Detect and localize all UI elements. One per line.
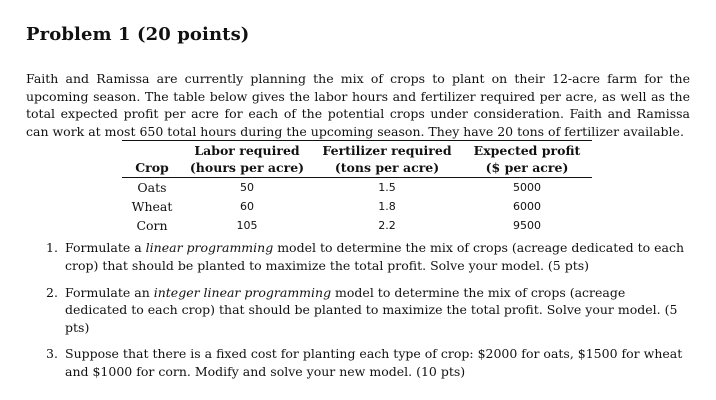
- table-header-row: [122, 159, 592, 178]
- table-cell: 1.5: [378, 181, 396, 195]
- question-text-pre: Formulate an: [65, 284, 154, 300]
- table-row: [122, 197, 592, 216]
- table-cell: 50: [240, 181, 254, 195]
- table-cell: 9500: [513, 219, 541, 233]
- table-header-cell: Fertilizer required: [312, 141, 462, 160]
- question-item: [26, 239, 690, 274]
- table-cell: Oats: [137, 180, 167, 196]
- table-row: [122, 216, 592, 235]
- table-cell: 2.2: [378, 219, 396, 233]
- problem-intro: Faith and Ramissa are currently planning the mix of crops to plant on their 12-acre farm for the upcoming season. The table below gives the labor hours and fertilizer required per acre, as well as the total expected profit per acre for each of the potential crops under consideration. Faith and Ramissa can work at most 650 total hours during the upcoming season. They have 20 tons of fertilizer available.: [26, 71, 690, 139]
- question-text-post: model to determine the mix of crops (acreage dedicated to each crop) that should be planted to maximize the total profit. Solve your model. (5 pts): [65, 284, 678, 335]
- question-number: 3.: [46, 346, 58, 362]
- table-header-cell: Crop: [122, 159, 182, 178]
- table-header-cell: [122, 141, 182, 160]
- table-cell: 5000: [513, 181, 541, 195]
- question-item: [26, 345, 690, 380]
- question-list: [26, 239, 690, 380]
- table-header-cell: (hours per acre): [182, 159, 312, 178]
- table-cell: 105: [236, 219, 258, 233]
- table-cell: 60: [240, 200, 254, 214]
- table-cell: 6000: [513, 200, 541, 214]
- question-number: 1.: [46, 240, 58, 256]
- question-text-post: model to determine the mix of crops (acreage dedicated to each crop) that should be planted to maximize the total profit. Solve your model. (5 pts): [65, 240, 685, 273]
- question-text-pre: Suppose that there is a fixed cost for planting each type of crop: $2000 for oats, $1500 for wheat and $1000 for corn. Modify and solve your new model. (10 pts): [65, 346, 683, 379]
- question-emphasis: integer linear programming: [153, 284, 332, 300]
- question-number: 2.: [46, 284, 58, 300]
- table-header-row: [122, 141, 592, 160]
- table-cell: Corn: [136, 218, 168, 234]
- table-header-cell: ($ per acre): [462, 159, 592, 178]
- table-row: [122, 178, 592, 198]
- question-item: [26, 284, 690, 337]
- table-header-cell: (tons per acre): [312, 159, 462, 178]
- table-cell: 1.8: [378, 200, 396, 214]
- table-cell: Wheat: [131, 199, 173, 215]
- problem-heading: Problem 1 (20 points): [26, 24, 250, 45]
- document-page: [26, 22, 690, 390]
- question-emphasis: linear programming: [145, 240, 274, 256]
- question-text-pre: Formulate a: [65, 240, 146, 256]
- crop-table: [122, 140, 592, 235]
- table-header-cell: Labor required: [182, 141, 312, 160]
- crop-table-wrapper: [122, 140, 592, 235]
- table-header-cell: Expected profit: [462, 141, 592, 160]
